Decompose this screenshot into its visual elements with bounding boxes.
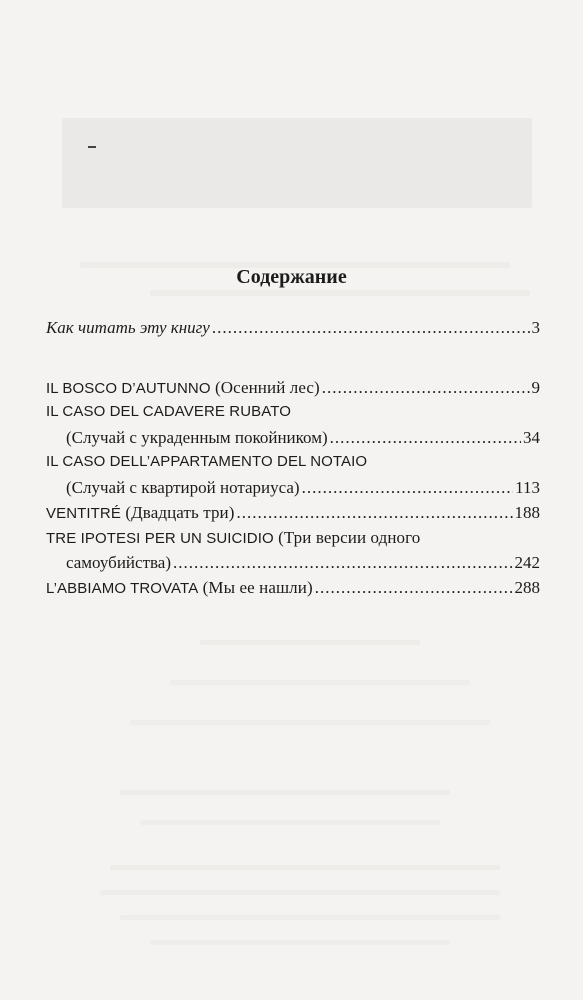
toc-title-italian: TRE IPOTESI PER UN SUICIDIO: [46, 530, 274, 547]
dot-leader: [330, 428, 521, 448]
toc-page-number: 34: [523, 428, 540, 447]
toc-title-russian: (Двадцать три): [120, 503, 235, 522]
toc-title-russian: (Три версии одного: [273, 528, 421, 547]
show-through-line: [120, 915, 500, 920]
toc-entry-title: [46, 378, 320, 398]
dot-leader: [212, 318, 530, 338]
toc-title-russian: (Случай с украденным покойником): [66, 428, 328, 447]
toc-entry-trovata[interactable]: [46, 578, 540, 603]
dot-leader: [173, 553, 512, 573]
toc-title-russian: (Осенний лес): [210, 378, 320, 397]
toc-title-italian: IL BOSCO D’AUTUNNO: [46, 380, 211, 397]
toc-entry-title: [46, 578, 313, 598]
toc-page-number: 242: [514, 553, 540, 572]
toc-page-number: 3: [531, 318, 540, 337]
table-of-contents: [46, 318, 540, 603]
ink-speck: [88, 146, 96, 148]
toc-entry-notaio[interactable]: [46, 453, 540, 478]
show-through-line: [150, 290, 530, 296]
show-through-line: [120, 790, 450, 795]
toc-page-number: 9: [531, 378, 540, 397]
dot-leader: [237, 503, 513, 523]
toc-title-italian: IL CASO DELL’APPARTAMENTO DEL NOTAIO: [46, 453, 368, 470]
dot-leader: [302, 478, 514, 498]
show-through-line: [140, 820, 440, 825]
show-through-line: [170, 680, 470, 685]
toc-entry-cadavere[interactable]: [46, 403, 540, 428]
contents-heading: Содержание: [236, 266, 347, 288]
toc-entry-notaio-cont[interactable]: [46, 478, 540, 503]
toc-page-number: 288: [514, 578, 540, 597]
toc-entry-ventitre[interactable]: [46, 503, 540, 528]
toc-title-italian: VENTITRÉ: [46, 505, 121, 522]
toc-entry-title: [46, 503, 235, 523]
toc-title-russian: (Случай с квартирой нотариуса): [66, 478, 300, 497]
show-through-line: [200, 640, 420, 645]
toc-entry-ipotesi-cont[interactable]: [46, 553, 540, 578]
toc-entry-bosco[interactable]: [46, 378, 540, 403]
toc-entry-ipotesi[interactable]: [46, 528, 540, 553]
toc-entry-cadavere-cont[interactable]: [46, 428, 540, 453]
toc-entry-title: [46, 528, 420, 548]
toc-page-number: 113: [515, 478, 540, 497]
toc-title-russian: (Мы ее нашли): [198, 578, 313, 597]
dot-leader: [322, 378, 530, 398]
toc-title-russian: самоубийства): [66, 553, 172, 572]
toc-title-italian: IL CASO DEL CADAVERE RUBATO: [46, 403, 291, 420]
show-through-line: [100, 890, 500, 895]
toc-entry-how-to-read[interactable]: [46, 318, 540, 343]
show-through-line: [130, 720, 490, 725]
toc-page-number: 188: [514, 503, 540, 522]
show-through-line: [110, 865, 500, 870]
show-through-line: [150, 940, 450, 945]
toc-title-italian: L’ABBIAMO TROVATA: [46, 580, 199, 597]
show-through-block-top: [62, 118, 532, 208]
dot-leader: [315, 578, 513, 598]
toc-entry-title: Как читать эту книгу: [46, 318, 210, 337]
